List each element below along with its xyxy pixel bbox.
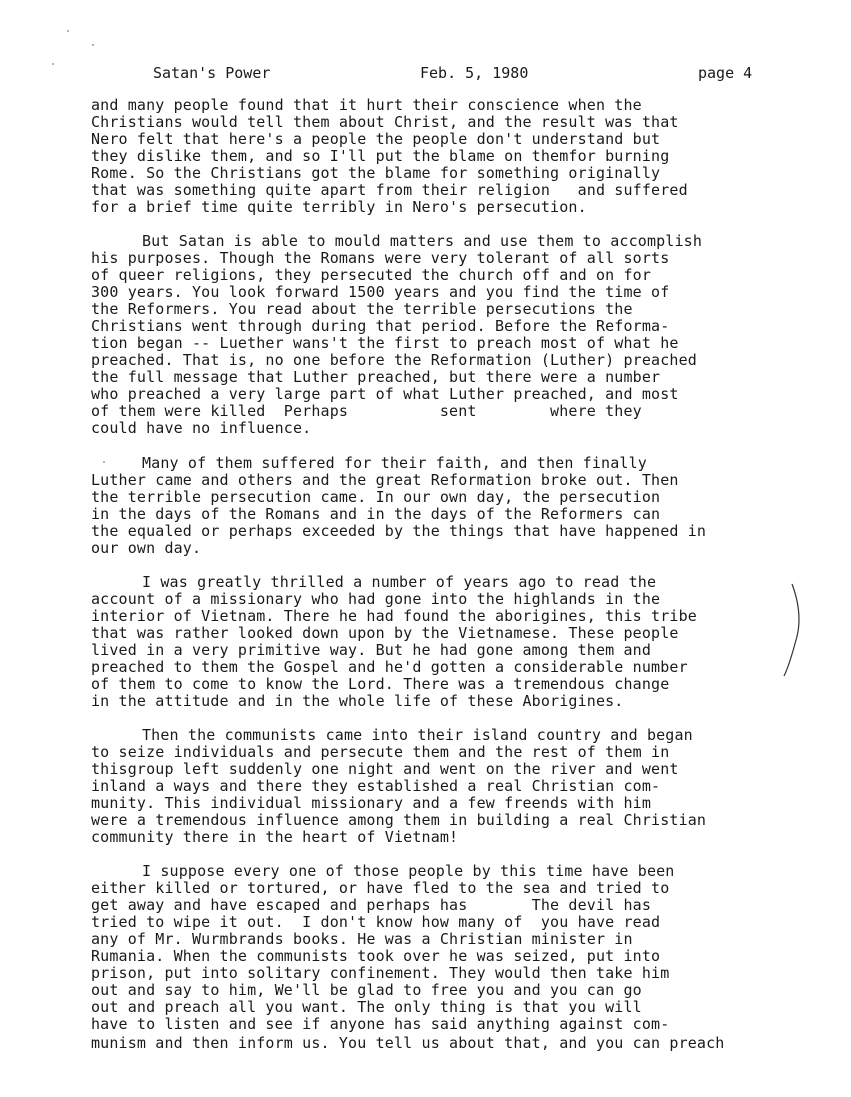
text-line: who preached a very large part of what Luther preached, and most xyxy=(91,385,679,403)
scan-speck xyxy=(52,63,54,65)
text-line: account of a missionary who had gone into the highlands in the xyxy=(91,590,661,608)
text-line: they dislike them, and so I'll put the blame on themfor burning xyxy=(91,147,670,165)
text-line: 300 years. You look forward 1500 years and you find the time of xyxy=(91,283,670,301)
text-line: Luther came and others and the great Reformation broke out. Then xyxy=(91,471,679,489)
text-line: of them were killed Perhaps sent where they xyxy=(91,402,642,420)
text-line: the full message that Luther preached, but there were a number xyxy=(91,368,661,386)
text-line: of them to come to know the Lord. There was a tremendous change xyxy=(91,675,670,693)
text-line: that was something quite apart from their religion and suffered xyxy=(91,181,688,199)
text-line: Then the communists came into their island country and began xyxy=(142,726,693,744)
text-line: lived in a very primitive way. But he had gone among them and xyxy=(91,641,652,659)
text-line: of queer religions, they persecuted the church off and on for xyxy=(91,266,652,284)
text-line: inland a ways and there they established a real Christian com- xyxy=(91,777,661,795)
text-line: the Reformers. You read about the terrible persecutions the xyxy=(91,300,633,318)
text-line: Nero felt that here's a people the people don't understand but xyxy=(91,130,661,148)
text-line: interior of Vietnam. There he had found the aborigines, this tribe xyxy=(91,607,697,625)
page-number: page 4 xyxy=(698,64,753,82)
text-line: preached to them the Gospel and he'd gotten a considerable number xyxy=(91,658,688,676)
text-line: Rome. So the Christians got the blame for something originally xyxy=(91,164,661,182)
scan-speck xyxy=(67,30,69,32)
document-title: Satan's Power xyxy=(153,64,271,82)
text-line: could have no influence. xyxy=(91,419,312,437)
scan-speck xyxy=(92,44,94,46)
text-line: in the attitude and in the whole life of these Aborigines. xyxy=(91,692,624,710)
text-line: preached. That is, no one before the Reformation (Luther) preached xyxy=(91,351,697,369)
text-line: Rumania. When the communists took over he was seized, put into xyxy=(91,947,661,965)
text-line: tried to wipe it out. I don't know how many of you have read xyxy=(91,913,661,931)
page-header xyxy=(0,64,851,84)
text-line: get away and have escaped and perhaps has The devil has xyxy=(91,896,652,914)
text-line: our own day. xyxy=(91,539,202,557)
text-line: Christians would tell them about Christ, and the result was that xyxy=(91,113,679,131)
text-line: prison, put into solitary confinement. They would then take him xyxy=(91,964,670,982)
text-line: Many of them suffered for their faith, and then finally xyxy=(142,454,647,472)
text-line: any of Mr. Wurmbrands books. He was a Christian minister in xyxy=(91,930,633,948)
text-line: out and say to him, We'll be glad to free you and you can go xyxy=(91,981,642,999)
text-line: community there in the heart of Vietnam! xyxy=(91,828,459,846)
text-line: munism and then inform us. You tell us about that, and you can preach xyxy=(91,1034,725,1052)
text-line: either killed or tortured, or have fled to the sea and tried to xyxy=(91,879,670,897)
text-line: out and preach all you want. The only thing is that you will xyxy=(91,998,642,1016)
text-line: have to listen and see if anyone has said anything against com- xyxy=(91,1015,670,1033)
margin-pencil-mark xyxy=(778,580,808,680)
scan-speck xyxy=(103,461,105,463)
text-line: for a brief time quite terribly in Nero's persecution. xyxy=(91,198,587,216)
text-line: munity. This individual missionary and a few freends with him xyxy=(91,794,652,812)
text-line: Christians went through during that period. Before the Reforma- xyxy=(91,317,670,335)
text-line: the equaled or perhaps exceeded by the things that have happened in xyxy=(91,522,707,540)
document-date: Feb. 5, 1980 xyxy=(420,64,529,82)
text-line: I suppose every one of those people by this time have been xyxy=(142,862,675,880)
text-line: I was greatly thrilled a number of years ago to read the xyxy=(142,573,657,591)
text-line: thisgroup left suddenly one night and went on the river and went xyxy=(91,760,679,778)
text-line: and many people found that it hurt their conscience when the xyxy=(91,96,642,114)
text-line: tion began -- Luether wans't the first to preach most of what he xyxy=(91,334,679,352)
text-line: to seize individuals and persecute them and the rest of them in xyxy=(91,743,670,761)
text-line: in the days of the Romans and in the days of the Reformers can xyxy=(91,505,661,523)
text-line: his purposes. Though the Romans were very tolerant of all sorts xyxy=(91,249,670,267)
text-line: But Satan is able to mould matters and use them to accomplish xyxy=(142,232,703,250)
text-line: that was rather looked down upon by the Vietnamese. These people xyxy=(91,624,679,642)
text-line: were a tremendous influence among them in building a real Christian xyxy=(91,811,707,829)
text-line: the terrible persecution came. In our own day, the persecution xyxy=(91,488,661,506)
